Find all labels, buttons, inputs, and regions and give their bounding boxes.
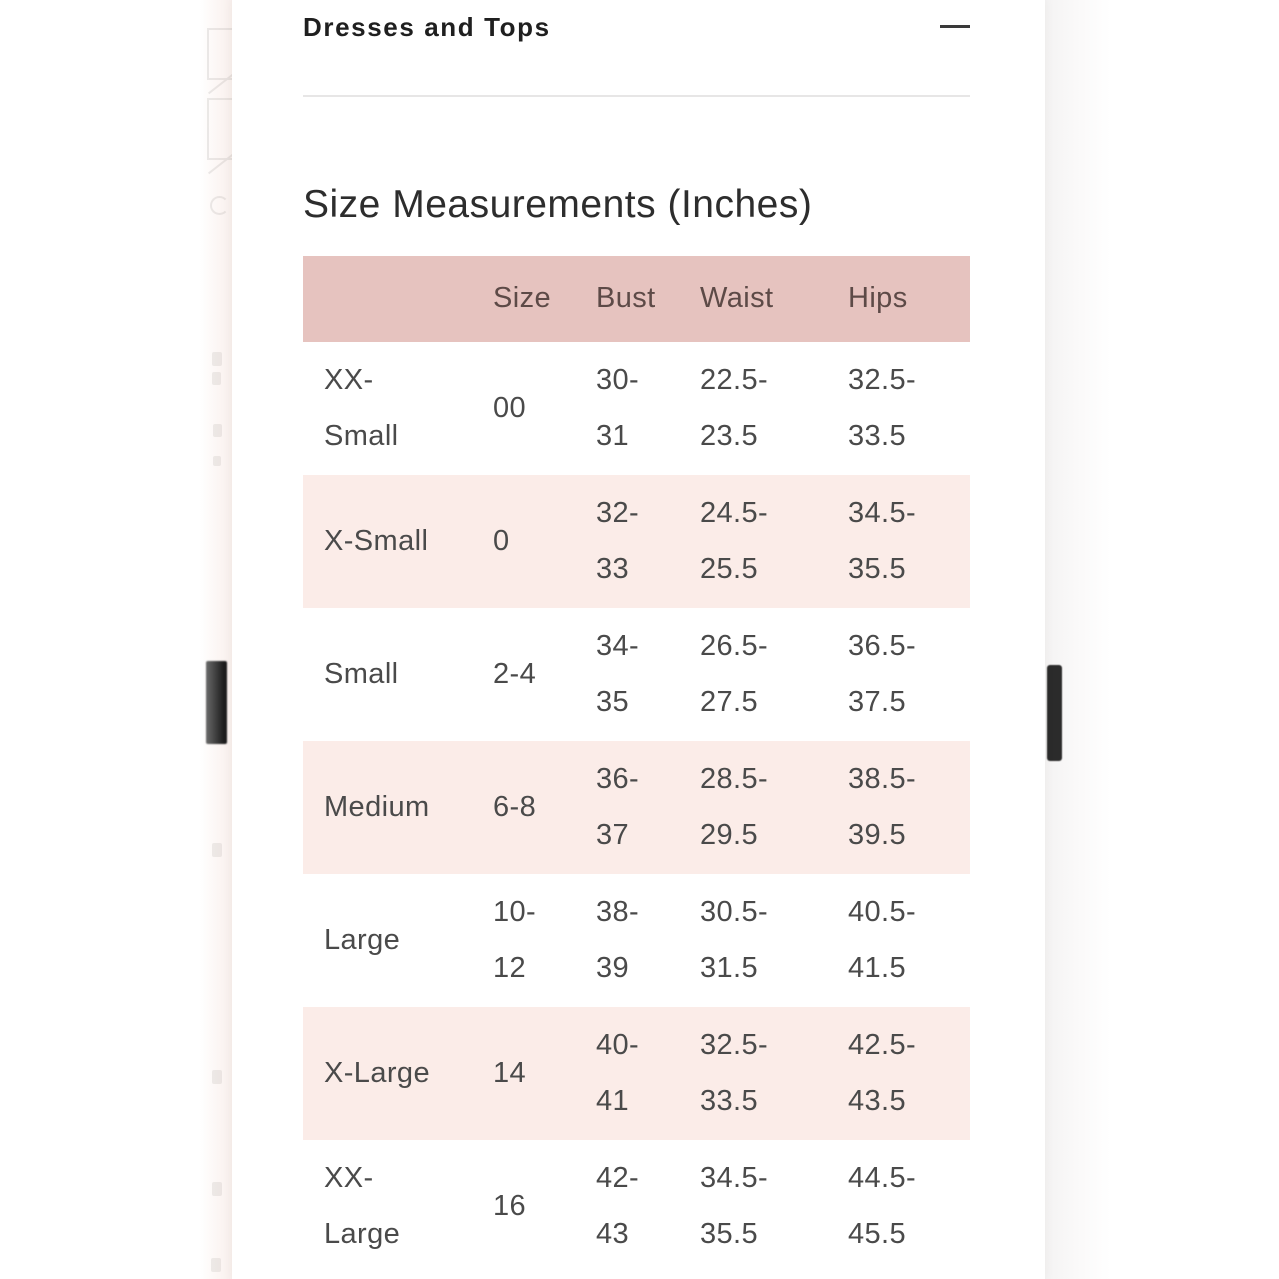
table-row bbox=[303, 1007, 970, 1140]
waist-cell: 26.5-27.5 bbox=[700, 629, 769, 719]
size-name-cell: Small bbox=[324, 657, 399, 690]
table-header-row bbox=[303, 256, 970, 342]
size-name-cell: XX-Large bbox=[324, 1161, 401, 1251]
waist-cell: 24.5-25.5 bbox=[700, 496, 769, 586]
size-name-cell: X-Small bbox=[324, 524, 429, 557]
table-row bbox=[303, 608, 970, 741]
bust-cell: 40-41 bbox=[596, 1028, 640, 1118]
header-cell-size: Size bbox=[492, 256, 595, 342]
ghost-text-fragment bbox=[211, 1258, 221, 1272]
minus-icon bbox=[940, 25, 970, 28]
size-measurements-title: Size Measurements (Inches) bbox=[303, 182, 813, 226]
size-guide-panel bbox=[232, 0, 1045, 1279]
table-row bbox=[303, 342, 970, 475]
header-cell-hips: Hips bbox=[847, 256, 970, 342]
table-row bbox=[303, 1140, 970, 1273]
waist-cell: 30.5-31.5 bbox=[700, 895, 769, 985]
bust-cell: 32-33 bbox=[596, 496, 640, 586]
ghost-text-fragment bbox=[213, 424, 222, 437]
size-cell: 10-12 bbox=[493, 895, 537, 985]
table-row bbox=[303, 874, 970, 1007]
header-cell-bust: Bust bbox=[595, 256, 699, 342]
waist-cell: 34.5-35.5 bbox=[700, 1161, 769, 1251]
section-header bbox=[303, 0, 970, 45]
size-cell: 6-8 bbox=[493, 790, 537, 823]
hips-cell: 38.5-39.5 bbox=[848, 762, 917, 852]
size-name-cell: Large bbox=[324, 923, 401, 956]
hips-cell: 44.5-45.5 bbox=[848, 1161, 917, 1251]
size-cell: 2-4 bbox=[493, 657, 537, 690]
ghost-circle-icon bbox=[210, 196, 229, 215]
header-cell-blank bbox=[303, 256, 492, 342]
size-name-cell: Medium bbox=[324, 790, 430, 823]
waist-cell: 28.5-29.5 bbox=[700, 762, 769, 852]
hips-cell: 34.5-35.5 bbox=[848, 496, 917, 586]
scrollbar-thumb-right[interactable] bbox=[1047, 665, 1062, 761]
hips-cell: 40.5-41.5 bbox=[848, 895, 917, 985]
bust-cell: 30-31 bbox=[596, 363, 640, 453]
hips-cell: 36.5-37.5 bbox=[848, 629, 917, 719]
ghost-thumbnail-icon bbox=[207, 28, 233, 80]
scrollbar-thumb-left[interactable] bbox=[206, 661, 227, 744]
size-cell: 14 bbox=[493, 1056, 527, 1089]
section-title: Dresses and Tops bbox=[303, 12, 551, 42]
collapse-section-button[interactable] bbox=[940, 15, 970, 38]
hips-cell: 32.5-33.5 bbox=[848, 363, 917, 453]
ghost-text-fragment bbox=[212, 352, 222, 366]
bust-cell: 42-43 bbox=[596, 1161, 640, 1251]
ghost-text-fragment bbox=[213, 456, 221, 466]
size-name-cell: XX-Small bbox=[324, 363, 399, 453]
ghost-text-fragment bbox=[212, 843, 222, 857]
ghost-text-fragment bbox=[212, 1070, 222, 1084]
size-measurements-table bbox=[303, 256, 970, 1273]
size-name-cell: X-Large bbox=[324, 1056, 430, 1089]
background-page-left-edge bbox=[200, 0, 233, 1279]
ghost-thumbnail-icon bbox=[207, 98, 233, 160]
size-cell: 0 bbox=[493, 524, 510, 557]
table-row bbox=[303, 741, 970, 874]
waist-cell: 22.5-23.5 bbox=[700, 363, 769, 453]
bust-cell: 34-35 bbox=[596, 629, 640, 719]
table-row bbox=[303, 475, 970, 608]
ghost-text-fragment bbox=[212, 372, 221, 385]
bust-cell: 36-37 bbox=[596, 762, 640, 852]
hips-cell: 42.5-43.5 bbox=[848, 1028, 917, 1118]
size-cell: 16 bbox=[493, 1189, 527, 1222]
background-page-right-edge bbox=[1045, 0, 1111, 1279]
waist-cell: 32.5-33.5 bbox=[700, 1028, 769, 1118]
bust-cell: 38-39 bbox=[596, 895, 640, 985]
ghost-text-fragment bbox=[212, 1182, 222, 1196]
size-cell: 00 bbox=[493, 391, 527, 424]
header-cell-waist: Waist bbox=[699, 256, 847, 342]
section-divider bbox=[303, 95, 970, 97]
